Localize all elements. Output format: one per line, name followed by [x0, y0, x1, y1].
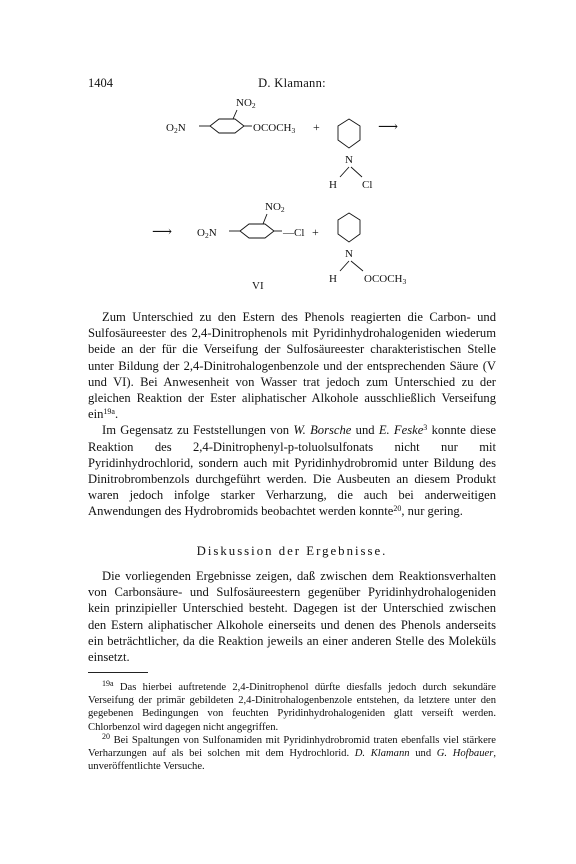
author-klamann: D. Klamann [354, 748, 410, 760]
compound-label-vi: VI [252, 280, 264, 292]
benzene-ring-2 [240, 224, 274, 238]
plus-sign-2: + [312, 225, 319, 239]
no2-label-1: NO2 [236, 97, 256, 110]
ococh3-label-2: OCOCH3 [364, 273, 407, 286]
ococh3-label-1: OCOCH3 [253, 122, 296, 135]
reaction-arrow-2: ⟶ [152, 225, 173, 240]
footnote-ref-20: 20 [393, 504, 402, 514]
no2-label-2: NO2 [265, 201, 285, 214]
pyridine-ring-1 [338, 119, 360, 148]
h-label-2: H [329, 273, 337, 285]
footnote-ref-3: 3 [423, 423, 428, 433]
running-head: D. Klamann: [258, 76, 326, 90]
paragraph-2: Im Gegensatz zu Feststellungen von W. Borsche und E. Feske$^3$ konnte diese Reaktion des 2,4-Dinitrophenyl-p-toluolsulfonats nicht nur mit Pyridinhydrochlorid, sondern auch mit Pyridinhydrobromid unter Bildung des Dinitrobrombenzols durchgeführt werden. Die Ausbeuten an diesem Produkt waren jedoch infolge starker Verharzung, die auch bei anderweitigen Anwendungen des Hydrobromids beobachtet werden konnte$^{20}$, nur gering. [88, 423, 496, 519]
o2n-label-2: O2N [197, 227, 217, 240]
author-hofbauer: G. Hofbauer [436, 748, 494, 760]
pyridine-ring-2 [338, 213, 360, 242]
paragraph-3: Die vorliegenden Ergebnisse zeigen, daß zwischen dem Reaktionsverhalten von Carbonsäure- und Sulfosäureestern gegenüber Pyridinhydrohalogeniden kein prinzipieller Unterschied besteht. Dagegen ist der Unterschied zwischen den Estern aliphatischer Alkohole einerseits und denen des Phenols anderseits ein beträchtlicher, da die Reaktion jeweils an einer anderen Stelle des Moleküls einsetzt. [88, 569, 496, 665]
footnote-19a: $^{19a}$ Das hierbei auftretende 2,4-Dinitrophenol dürfte diesfalls jedoch durch sekundäre Verseifung der primär gebildeten 2,4-Dinitrohalogenbenzole entstehen, da letztere unter den gegebenen Bedingungen von feuchten Pyridinhydrohalogeniden glatt verseift werden. Chlorbenzol wird dagegen nicht angegriffen. [88, 679, 496, 733]
author-borsche: W. Borsche [293, 423, 352, 438]
author-feske: E. Feske [378, 423, 424, 438]
pyridine-n-label-1: N [345, 154, 353, 166]
reaction-arrow-1: ⟶ [378, 120, 399, 135]
pyridine-n-label-2: N [345, 248, 353, 260]
footnote-rule [88, 672, 148, 673]
footnote-20: $^{20}$ Bei Spaltungen von Sulfonamiden mit Pyridinhydrobromid traten ebenfalls viel stärkere Verharzungen auf als bei solchen mit dem Hydrochlorid. D. Klamann und G. Hofbauer, unveröffentlichte Versuche. [88, 731, 496, 773]
o2n-label-1: O2N [166, 122, 186, 135]
benzene-ring-1 [210, 119, 244, 133]
section-heading: Diskussion der Ergebnisse. [196, 544, 388, 558]
paragraph-1: Zum Unterschied zu den Estern des Phenols reagierten die Carbon- und Sulfosäureester des 2,4-Dinitrophenols mit Pyridinhydrohalogeniden wiederum beide an der für die Verseifung der Sulfosäureester charakteristischen Stelle unter Bildung der 2,4-Dinitrohalogenbenzole und der entsprechenden Säure (V und VI). Bei Anwesenheit von Wasser trat jedoch zum Unterschied zu der gleichen Reaktion der Ester aliphatischer Alkohole ausschließlich Verseifung ein$^{19a}$. [88, 310, 496, 422]
footnote-ref-19a: 19a [103, 407, 115, 417]
footnotes [88, 681, 496, 773]
body-text-2 [88, 568, 496, 665]
plus-sign-1: + [313, 120, 320, 134]
h-label-1: H [329, 179, 337, 191]
cl-label-1: Cl [362, 179, 373, 191]
body-text-1 [88, 309, 496, 520]
reaction-scheme [0, 0, 576, 300]
page-number: 1404 [88, 76, 113, 90]
cl-label-2: —Cl [283, 227, 305, 239]
